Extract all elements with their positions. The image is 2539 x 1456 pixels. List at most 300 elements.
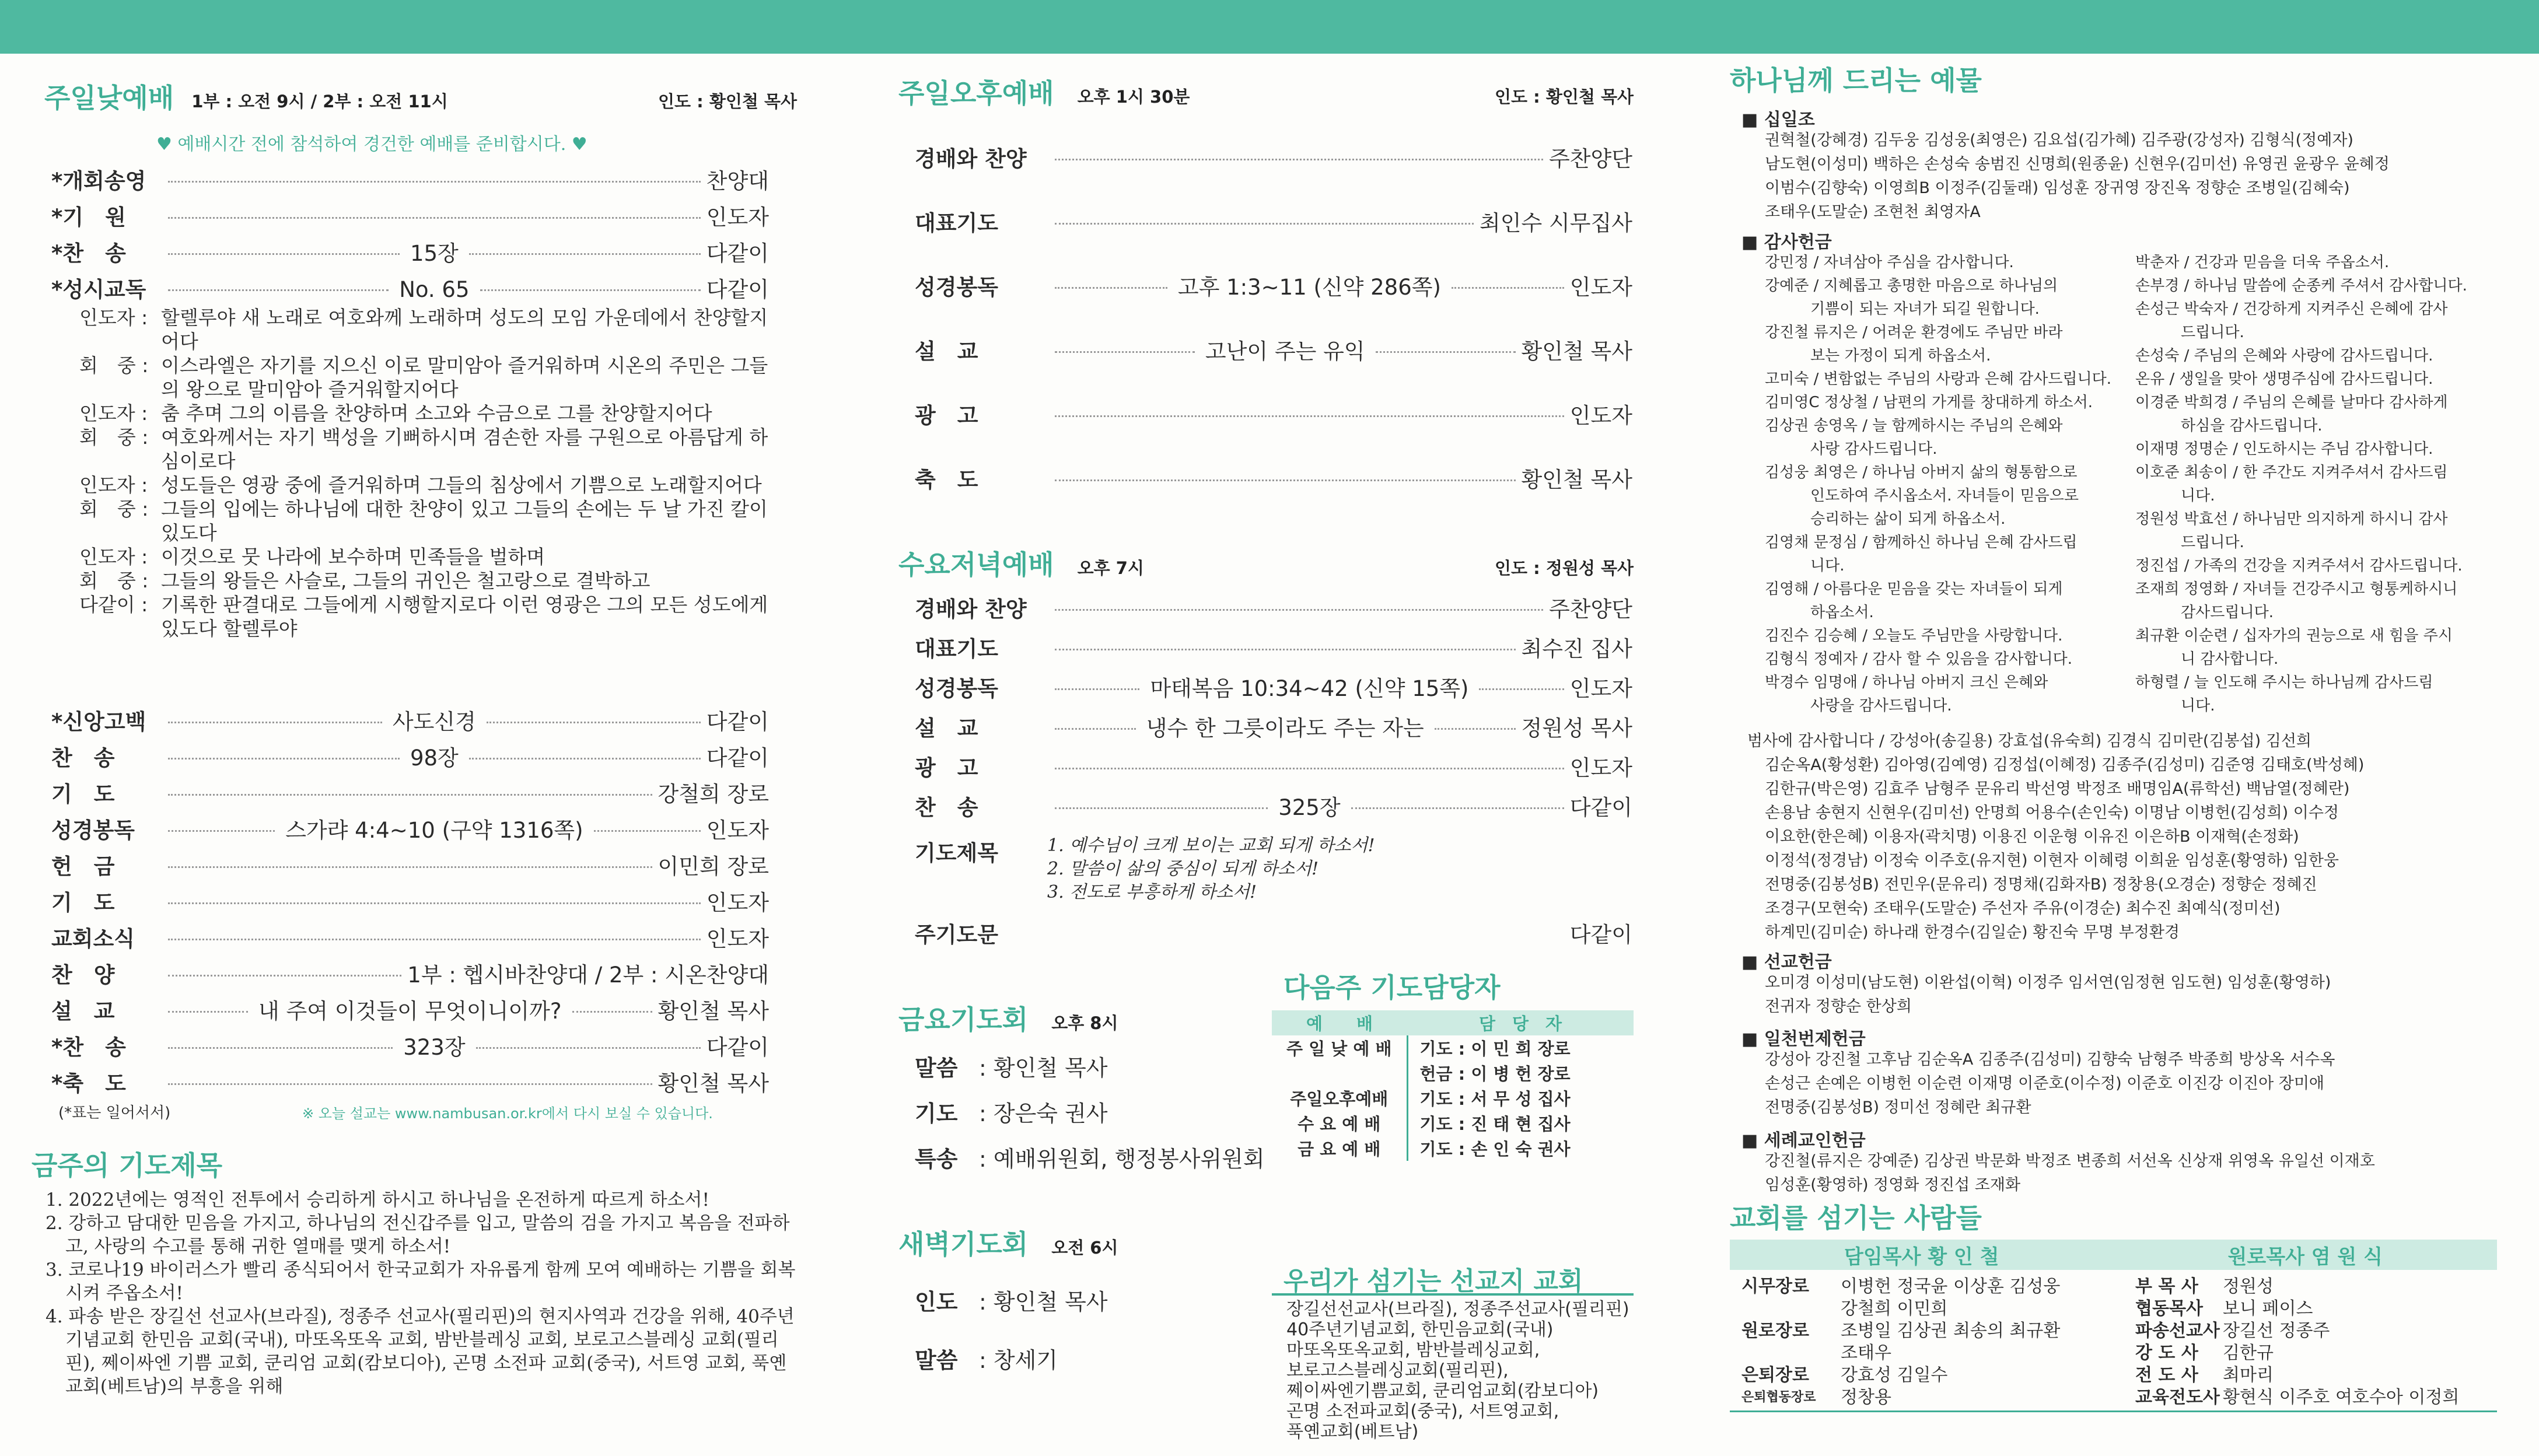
friday-line (915, 1091, 1265, 1136)
order-label: 성경봉독 (915, 676, 998, 701)
mission-offering-line: 전귀자 정향순 한상희 (1765, 998, 1912, 1016)
next-week-person: 기도 : 서 무 성 집사 (1419, 1089, 1571, 1109)
thanks-line: 승리하는 삶이 되게 하옵소서. (1765, 510, 2006, 528)
staff-right-row-value: 보니 페이스 (2223, 1298, 2313, 1319)
order-label: 설 교 (51, 999, 115, 1024)
prayer-topic: 1. 2022년에는 영적인 전투에서 승리하게 하시고 하나님을 온전하게 따르게 하소서! (46, 1189, 709, 1210)
wednesday-time: 오후 7시 (1077, 558, 1144, 578)
order-label: *신앙고백 (51, 709, 146, 734)
staff-left-row (1741, 1364, 2060, 1387)
order-label: 교회소식 (51, 926, 135, 951)
order-row (915, 592, 1632, 623)
order-person: 주찬양단 (1549, 597, 1632, 622)
order-label: 설 교 (915, 716, 978, 741)
thanks-line: 정원성 박효선 / 하나님만 의지하게 하시니 감사 (2135, 510, 2448, 528)
thanks-all-line: 범사에 감사합니다 / 강성아(송길용) 강효섭(유숙희) 김경식 김미란(김봉섭) 김선희 (1747, 732, 2311, 750)
litany-line (79, 306, 779, 354)
dot-leader (1452, 287, 1564, 289)
litany-text: 이것으로 뭇 나라에 보수하며 민족들을 벌하며 (161, 545, 545, 568)
order-row (51, 993, 769, 1025)
dot-leader (1055, 480, 1516, 481)
dot-leader (1055, 807, 1268, 809)
order-person: 최수진 집사 (1521, 636, 1632, 662)
order-row (51, 236, 769, 267)
order-person: 황인철 목사 (658, 999, 769, 1024)
litany-text: 여호와께서는 자기 백성을 기뻐하시며 겸손한 자를 구원으로 아름답게 하심이로다 (161, 426, 768, 473)
thanks-line: 온유 / 생일을 맞아 생명주심에 감사드립니다. (2135, 370, 2433, 388)
litany-speaker: 회 중 : (79, 426, 149, 449)
dot-leader (1376, 351, 1516, 353)
dot-leader (168, 253, 400, 255)
thanks-line: 이호준 최송이 / 한 주간도 지켜주셔서 감사드림 (2135, 464, 2448, 481)
dot-leader (168, 794, 652, 796)
dot-leader (168, 758, 400, 760)
order-row (51, 163, 769, 195)
tithe-label-wrap: ■ 십일조 (1741, 110, 1815, 130)
order-person: 인도자 (706, 205, 769, 230)
next-week-row (1272, 1060, 1634, 1086)
staff-left-row (1741, 1342, 2060, 1364)
thanks-line: 기쁨이 되는 자녀가 되길 원합니다. (1765, 300, 2040, 318)
staff-left-row-key: 은퇴협동장로 (1741, 1390, 1816, 1405)
next-week-row (1272, 1111, 1634, 1136)
dot-leader (168, 975, 401, 977)
thanks-line: 하형렬 / 늘 인도해 주시는 하나님께 감사드림 (2135, 674, 2433, 691)
staff-right-row (2135, 1298, 2459, 1320)
friday-title: 금요기도회 (898, 1004, 1029, 1035)
special-offering-line: 손성근 손예은 이병헌 이순련 이재명 이준호(이수정) 이준호 이진강 이진아 장미애 (1765, 1074, 2325, 1093)
thanks-all-list (1747, 729, 2365, 944)
next-week-service: 주일오후예배 (1272, 1086, 1407, 1111)
order-label: 찬 양 (51, 963, 115, 988)
order-label: *기 원 (51, 205, 126, 230)
staff-right-row-key: 파송선교사 (2135, 1321, 2220, 1341)
order-row (915, 462, 1632, 494)
thanks-all-line: 전명중(김봉성B) 전민우(문유리) 정명채(김화자B) 정창용(오경순) 정향순 정혜진 (1765, 876, 2317, 894)
order-row (51, 849, 769, 880)
order-label: 광 고 (915, 403, 978, 428)
staff-header (1730, 1240, 2497, 1270)
thanks-all-line: 이정석(정경남) 이정숙 이주호(유지현) 이현자 이혜령 이희윤 임성훈(황영하) 임한웅 (1765, 852, 2339, 870)
mission-offering-line: 오미경 이성미(남도현) 이완섭(이혁) 이정주 임서연(임정현 임도현) 임성훈(황영하) (1765, 974, 2331, 992)
thanks-right-list (2135, 251, 2497, 718)
baptism-offering-label: 세례교인헌금 (1764, 1130, 1866, 1151)
tithe-line: 권혁철(강혜경) 김두웅 김성웅(최영은) 김요섭(김가혜) 김주광(강성자) 김형식(정예자) (1765, 131, 2353, 149)
staff-right-row (2135, 1342, 2459, 1364)
order-item: 스가랴 4:4~10 (구약 1316쪽) (285, 818, 583, 843)
staff-left-row-key: 시무장로 (1741, 1276, 1809, 1297)
order-person: 다같이 (1569, 795, 1633, 820)
staff-left-row (1741, 1298, 2060, 1320)
order-person: 1부 : 헵시바찬양대 / 2부 : 시온찬양대 (407, 963, 769, 988)
dawn-line-key: 인도 (915, 1289, 958, 1315)
thanks-label-wrap: ■ 감사헌금 (1741, 232, 1832, 253)
staff-title: 교회를 섬기는 사람들 (1730, 1202, 1982, 1234)
thanks-line: 하심을 감사드립니다. (2135, 417, 2323, 435)
prayer-topics-list (46, 1188, 798, 1398)
next-week-row (1272, 1086, 1634, 1111)
dot-leader (168, 902, 701, 904)
thanks-line: 김성웅 최영은 / 하나님 아버지 삶의 형통함으로 (1765, 464, 2078, 481)
dot-leader (469, 253, 701, 255)
order-person: 정원성 목사 (1521, 716, 1632, 741)
staff-left-row-value: 정창용 (1841, 1387, 1891, 1408)
dot-leader (476, 1047, 701, 1049)
dot-leader (168, 1011, 248, 1013)
order-person: 다같이 (706, 241, 769, 266)
staff-left-row-key (1741, 1298, 1841, 1320)
order-row (51, 1030, 769, 1061)
special-offering-label: 일천번제헌금 (1764, 1029, 1866, 1049)
afternoon-title: 주일오후예배 (898, 78, 1054, 109)
thanks-line: 최규환 이순련 / 십자가의 권능으로 새 힘을 주시 (2135, 627, 2453, 645)
order-label: *성시교독 (51, 277, 146, 302)
order-row (915, 398, 1632, 429)
staff-left-row (1741, 1320, 2060, 1342)
dawn-title: 새벽기도회 (898, 1228, 1029, 1260)
litany-text: 기록한 판결대로 그들에게 시행할지로다 이런 영광은 그의 모든 성도에게 있도다 할렐루야 (161, 593, 768, 640)
special-offering-list (1765, 1048, 2335, 1119)
order-person: 이민희 장로 (658, 854, 769, 879)
next-week-row (1272, 1136, 1634, 1161)
next-week-col2: 담 당 자 (1478, 1014, 1562, 1034)
order-label: *축 도 (51, 1071, 126, 1096)
thanks-line: 인도하여 주시옵소서. 자녀들이 믿음으로 (1765, 487, 2079, 505)
friday-line-value: : 황인철 목사 (979, 1055, 1108, 1081)
wednesday-prayer-label: 기도제목 (915, 841, 998, 866)
order-person: 다같이 (706, 709, 770, 734)
order-row (51, 885, 769, 916)
thanks-line: 강진철 류지은 / 어려운 환경에도 주님만 바라 (1765, 324, 2063, 341)
mission-offering-list (1765, 971, 2331, 1019)
thanks-line: 감사드립니다. (2135, 604, 2274, 621)
thanks-line: 정진섭 / 가족의 건강을 지켜주셔서 감사드립니다. (2135, 557, 2463, 575)
order-row (51, 813, 769, 844)
staff-bottom-rule (1730, 1410, 2497, 1412)
order-row (915, 334, 1632, 365)
order-person: 인도자 (1569, 403, 1632, 428)
wednesday-prayer-item: 2. 말씀이 삶의 중심이 되게 하소서! (1047, 859, 1319, 879)
order-item: 고후 1:3~11 (신약 286쪽) (1177, 275, 1441, 300)
order-person: 황인철 목사 (658, 1071, 769, 1096)
order-person: 황인철 목사 (1521, 339, 1633, 364)
order-label: 헌 금 (51, 854, 115, 879)
thanks-all-line: 조경구(모현숙) 조태우(도말순) 주선자 주유(이경순) 최수진 최예식(정미선) (1765, 900, 2281, 918)
litany-text: 이스라엘은 자기를 지으신 이로 말미암아 즐거워하며 시온의 주민은 그들의 왕으로 말미암아 즐거워할지어다 (161, 354, 768, 401)
order-person: 다같이 (706, 1035, 770, 1060)
mission-church: 곤명 소전파교회(중국), 서트영교회, (1286, 1401, 1559, 1422)
morning-leader: 인도 : 황인철 목사 (658, 92, 797, 111)
prayer-topic: 3. 코로나19 바이러스가 빨리 종식되어서 한국교회가 자유롭게 함께 모여 예배하는 기쁨을 회복시켜 주옵소서! (46, 1259, 796, 1304)
friday-line-key: 기도 (915, 1101, 958, 1126)
baptism-offering-label-wrap: ■ 세례교인헌금 (1741, 1130, 1866, 1151)
dot-leader (1055, 287, 1167, 289)
litany-line (79, 354, 779, 401)
thanks-line: 이경준 박희경 / 주님의 은혜를 날마다 감사하게 (2135, 394, 2448, 411)
thanks-label: 감사헌금 (1764, 232, 1832, 253)
friday-line-value: : 예배위원회, 행정봉사위원회 (979, 1146, 1265, 1172)
emeritus-pastor: 원로목사 염 원 식 (2227, 1245, 2383, 1269)
order-label: 성경봉독 (915, 275, 998, 300)
dawn-time: 오전 6시 (1051, 1238, 1118, 1258)
baptism-offering-list (1765, 1149, 2375, 1197)
dot-leader (1055, 609, 1543, 611)
thanks-line: 박춘자 / 건강과 믿음을 더욱 주옵소서. (2135, 254, 2390, 271)
order-label: 경배와 찬양 (915, 597, 1027, 622)
dot-leader (168, 181, 701, 183)
responsive-reading (79, 306, 779, 640)
thanks-line: 박경수 임명애 / 하나님 아버지 크신 은혜와 (1765, 674, 2048, 691)
order-row (51, 921, 769, 953)
mission-church: 보로고스블레싱교회(필리핀), (1286, 1360, 1509, 1381)
dot-leader (1351, 807, 1564, 809)
staff-left-row-key: 은퇴장로 (1741, 1365, 1809, 1385)
order-row (51, 957, 769, 989)
thanks-line: 이재명 정명순 / 인도하시는 주님 감사합니다. (2135, 440, 2433, 458)
next-week-row (1272, 1035, 1634, 1060)
thanks-line: 보는 가정이 되게 하옵소서. (1765, 347, 1991, 365)
dot-leader (1055, 768, 1564, 769)
order-person: 다같이 (706, 746, 769, 771)
order-label: 설 교 (915, 339, 978, 364)
litany-text: 성도들은 영광 중에 즐거워하며 그들의 침상에서 기쁨으로 노래할지어다 (161, 474, 762, 496)
litany-speaker: 회 중 : (79, 498, 149, 520)
thanks-line: 김진수 김승혜 / 오늘도 주님만을 사랑합니다. (1765, 627, 2063, 645)
afternoon-time: 오후 1시 30분 (1077, 87, 1190, 107)
staff-left-row-key: 원로장로 (1741, 1321, 1809, 1341)
tithe-line: 조태우(도말순) 조현천 최영자A (1765, 203, 1981, 221)
litany-speaker: 회 중 : (79, 569, 149, 592)
dot-leader (1055, 649, 1516, 650)
tithe-line: 남도현(이성미) 백하은 손성숙 송범진 신명희(원종윤) 신현우(김미선) 유영권 윤광우 윤혜정 (1765, 155, 2390, 173)
thanks-line: 니다. (2135, 487, 2215, 505)
order-person: 강철희 장로 (658, 782, 769, 807)
lords-prayer-label: 주기도문 (915, 922, 998, 947)
baptism-offering-line: 강진철(류지은 강예준) 김상권 박문화 박정조 변종희 서선옥 신상재 위영옥 유일선 이재호 (1765, 1152, 2375, 1170)
order-item: 사도신경 (392, 709, 476, 734)
thanks-all-line: 김한규(박은영) 김효주 남형주 문유리 박선영 박정조 배명임A(류학선) 백남열(정혜란) (1765, 780, 2350, 798)
baptism-offering-line: 임성훈(황영하) 정영화 정진섭 조재화 (1765, 1176, 2021, 1194)
friday-line-value: : 장은숙 권사 (979, 1101, 1108, 1126)
thanks-all-line: 하계민(김미순) 하나래 한경수(김일순) 황진숙 무명 부정환경 (1765, 923, 2180, 942)
wednesday-prayer-item: 3. 전도로 부흥하게 하소서! (1047, 882, 1257, 902)
dot-leader (168, 939, 701, 940)
staff-right-row-value: 황현식 이주호 여호수아 이정희 (2223, 1387, 2460, 1408)
staff-right-row (2135, 1320, 2459, 1342)
staff-right-row-value: 정원성 (2223, 1276, 2274, 1297)
staff-left-row-value: 강효성 김일수 (1841, 1365, 1948, 1385)
thanks-line: 하옵소서. (1765, 604, 1874, 621)
litany-text: 그들의 입에는 하나님에 대한 찬양이 있고 그들의 손에는 두 날 가진 칼이 있도다 (161, 498, 768, 544)
dot-leader (1055, 415, 1564, 417)
staff-right-row (2135, 1276, 2459, 1298)
tithe-label: 십일조 (1764, 110, 1815, 130)
special-offering-label-wrap: ■ 일천번제헌금 (1741, 1029, 1866, 1049)
litany-line (79, 425, 779, 473)
staff-left-row-value: 강철희 이민희 (1841, 1298, 1948, 1319)
friday-lines (915, 1045, 1265, 1182)
order-row (915, 205, 1632, 237)
next-week-person: 기도 : 손 인 숙 권사 (1419, 1139, 1571, 1159)
thanks-line: 드립니다. (2135, 534, 2244, 551)
dawn-line (915, 1273, 1108, 1331)
litany-line (79, 401, 779, 425)
order-label: *개회송영 (51, 169, 146, 194)
dot-leader (572, 1011, 652, 1013)
staff-right-row-key: 부 목 사 (2135, 1276, 2198, 1297)
staff-right-row (2135, 1364, 2459, 1387)
dot-leader (1435, 728, 1516, 730)
thanks-line: 손부경 / 하나님 말씀에 순종케 주셔서 감사합니다. (2135, 277, 2467, 295)
thanks-all-line: 이요한(한은혜) 이용자(곽치명) 이용진 이운형 이유진 이은하B 이재혁(손정화) (1765, 828, 2299, 846)
next-week-service: 금 요 예 배 (1272, 1136, 1407, 1161)
order-label: 광 고 (915, 755, 978, 780)
litany-speaker: 인도자 : (79, 402, 148, 425)
order-label: 대표기도 (915, 636, 998, 662)
staff-right-row-value: 최마리 (2223, 1365, 2274, 1385)
standing-note: (*표는 일어서서) (58, 1104, 171, 1122)
order-label: *찬 송 (51, 1035, 126, 1060)
thanks-left-list (1765, 251, 2127, 718)
dawn-line (915, 1331, 1108, 1390)
thanks-all-line: 손용남 송현지 신현우(김미선) 안명희 어용수(손인숙) 이명남 이병헌(김성희) 이수정 (1765, 804, 2339, 822)
friday-line-key: 말씀 (915, 1055, 958, 1081)
morning-times: 1부 : 오전 9시 / 2부 : 오전 11시 (191, 92, 448, 111)
order-label: 경배와 찬양 (915, 146, 1027, 172)
next-week-service: 수 요 예 배 (1272, 1111, 1407, 1136)
dot-leader (1055, 728, 1136, 730)
mission-church: 마또옥또옥교회, 밤반블레싱교회, (1286, 1340, 1540, 1360)
special-offering-line: 강성아 강진철 고후남 김순옥A 김종주(김성미) 김향숙 남형주 박종희 방상옥 서수옥 (1765, 1051, 2335, 1069)
order-person: 최인수 시무집사 (1480, 211, 1632, 236)
dawn-line-value: : 창세기 (979, 1348, 1058, 1373)
dot-leader (168, 1047, 393, 1049)
order-row (51, 740, 769, 772)
next-week-service (1272, 1060, 1407, 1086)
litany-speaker: 인도자 : (79, 474, 148, 496)
thanks-line: 강예준 / 지혜롭고 총명한 마음으로 하나님의 (1765, 277, 2058, 295)
dot-leader (469, 758, 701, 760)
friday-time: 오후 8시 (1051, 1013, 1118, 1033)
thanks-line: 사랑을 감사드립니다. (1765, 697, 1952, 715)
dot-leader (168, 289, 389, 291)
friday-line-key: 특송 (915, 1146, 958, 1172)
litany-line (79, 593, 779, 640)
order-item: 냉수 한 그릇이라도 주는 자는 (1146, 716, 1424, 741)
staff-right-row-key: 강 도 사 (2135, 1343, 2198, 1363)
order-person: 인도자 (706, 926, 769, 951)
thanks-line: 김상권 송영옥 / 늘 함께하시는 주님의 은혜와 (1765, 417, 2063, 435)
litany-text: 춤 추며 그의 이름을 찬양하며 소고와 수금으로 그를 찬양할지어다 (161, 402, 712, 425)
order-person: 인도자 (1569, 275, 1633, 300)
litany-speaker: 인도자 : (79, 306, 148, 329)
order-row (915, 790, 1632, 821)
dot-leader (480, 289, 701, 291)
worship-notice: ♥ 예배시간 전에 참석하여 경건한 예배를 준비합시다. ♥ (156, 134, 587, 155)
senior-pastor: 담임목사 황 인 철 (1844, 1245, 1999, 1269)
order-person: 인도자 (706, 890, 769, 915)
order-label: 기 도 (51, 890, 115, 915)
order-person: 황인철 목사 (1521, 467, 1632, 492)
wednesday-leader: 인도 : 정원성 목사 (1495, 558, 1634, 578)
order-row (915, 141, 1632, 173)
order-row (915, 270, 1632, 301)
order-item: 325장 (1278, 795, 1341, 820)
wednesday-prayers (1047, 834, 1375, 904)
order-person: 주찬양단 (1549, 146, 1632, 172)
thanks-line: 드립니다. (2135, 324, 2244, 341)
thanks-line: 김형식 정예자 / 감사 할 수 있음을 감사합니다. (1765, 650, 2072, 668)
staff-left-row-value: 이병헌 정국윤 이상훈 김성웅 (1841, 1276, 2061, 1297)
staff-right-list (2135, 1276, 2459, 1409)
wednesday-prayer-item: 1. 예수님이 크게 보이는 교회 되게 하소서! (1047, 835, 1375, 856)
thanks-all-line: 김순옥A(황성환) 김아영(김예영) 김정섭(이혜정) 김종주(김성미) 김준영 김태호(박성혜) (1765, 756, 2365, 774)
litany-text: 할렐루야 새 노래로 여호와께 노래하며 성도의 모임 가운데에서 찬양할지어다 (161, 306, 768, 353)
litany-line (79, 473, 779, 497)
offering-title: 하나님께 드리는 예물 (1730, 65, 1982, 96)
dawn-lines (915, 1273, 1108, 1390)
thanks-line: 조재희 정영화 / 자녀들 건강주시고 형통케하시니 (2135, 580, 2458, 598)
order-person: 다같이 (706, 277, 770, 302)
order-label: *찬 송 (51, 241, 126, 266)
missions-rule (1272, 1293, 1634, 1296)
lords-prayer-end: 다같이 (1569, 922, 1632, 947)
litany-text: 그들의 왕들은 사슬로, 그들의 귀인은 철고랑으로 결박하고 (161, 569, 651, 592)
prayer-topic: 4. 파송 받은 장길선 선교사(브라질), 정종주 선교사(필리핀)의 현지사역과 건강을 위해, 40주년기념교회 한민음 교회(국내), 마또옥또옥 교회, 밤반블레싱 교회, 보로고스블레싱 교회(필리핀), 쩨이싸엔 기쁨 교회, 쿤리엄 교회(캄보디아), 곤명 소전파 교회(중국), 서트영 교회, 푹옌 교회(베트남)의 부흥을 위해 (46, 1306, 795, 1397)
next-week-person: 기도 : 이 민 희 장로 (1419, 1039, 1571, 1059)
dot-leader (168, 866, 652, 868)
next-week-person: 기도 : 진 태 현 집사 (1419, 1114, 1571, 1134)
dot-leader (168, 722, 382, 723)
dot-leader (594, 830, 701, 832)
tithe-list (1765, 128, 2390, 224)
litany-line (79, 497, 779, 545)
order-label: 성경봉독 (51, 818, 135, 843)
staff-left-row-key (1741, 1342, 1841, 1364)
order-label: 축 도 (915, 467, 978, 492)
staff-right-row-value: 김한규 (2223, 1343, 2274, 1363)
staff-right-row-key: 협동목사 (2135, 1298, 2203, 1319)
staff-right-row-key: 교육전도사 (2135, 1387, 2220, 1408)
order-item: 마태복음 10:34~42 (신약 15쪽) (1150, 676, 1469, 701)
order-person: 찬양대 (706, 169, 769, 194)
dot-leader (1055, 223, 1474, 225)
thanks-line: 손성근 박숙자 / 건강하게 지켜주신 은혜에 감사 (2135, 300, 2448, 318)
dot-leader (168, 830, 275, 832)
staff-left-row (1741, 1387, 2060, 1409)
litany-speaker: 회 중 : (79, 354, 149, 377)
missions-list (1286, 1299, 1629, 1442)
thanks-line: 니다. (2135, 697, 2215, 715)
staff-left-row-value: 조병일 김상권 최송의 최규환 (1841, 1321, 2061, 1341)
staff-right-row (2135, 1387, 2459, 1409)
order-person: 인도자 (1569, 755, 1632, 780)
dot-leader (1055, 351, 1195, 353)
mission-church: 푹옌교회(베트남) (1286, 1422, 1419, 1442)
special-offering-line: 전명중(김봉성B) 정미선 정혜란 최규환 (1765, 1098, 2031, 1116)
mission-offering-label: 선교헌금 (1764, 952, 1832, 972)
prayer-topics-title: 금주의 기도제목 (32, 1150, 223, 1181)
order-row (915, 671, 1632, 702)
order-label: 대표기도 (915, 211, 998, 236)
order-row (51, 1066, 769, 1097)
staff-right-row-key: 전 도 사 (2135, 1365, 2198, 1385)
afternoon-leader: 인도 : 황인철 목사 (1495, 87, 1634, 107)
order-row (915, 631, 1632, 663)
friday-line (915, 1045, 1265, 1091)
order-person: 인도자 (1569, 676, 1632, 701)
dawn-line-key: 말씀 (915, 1348, 958, 1373)
